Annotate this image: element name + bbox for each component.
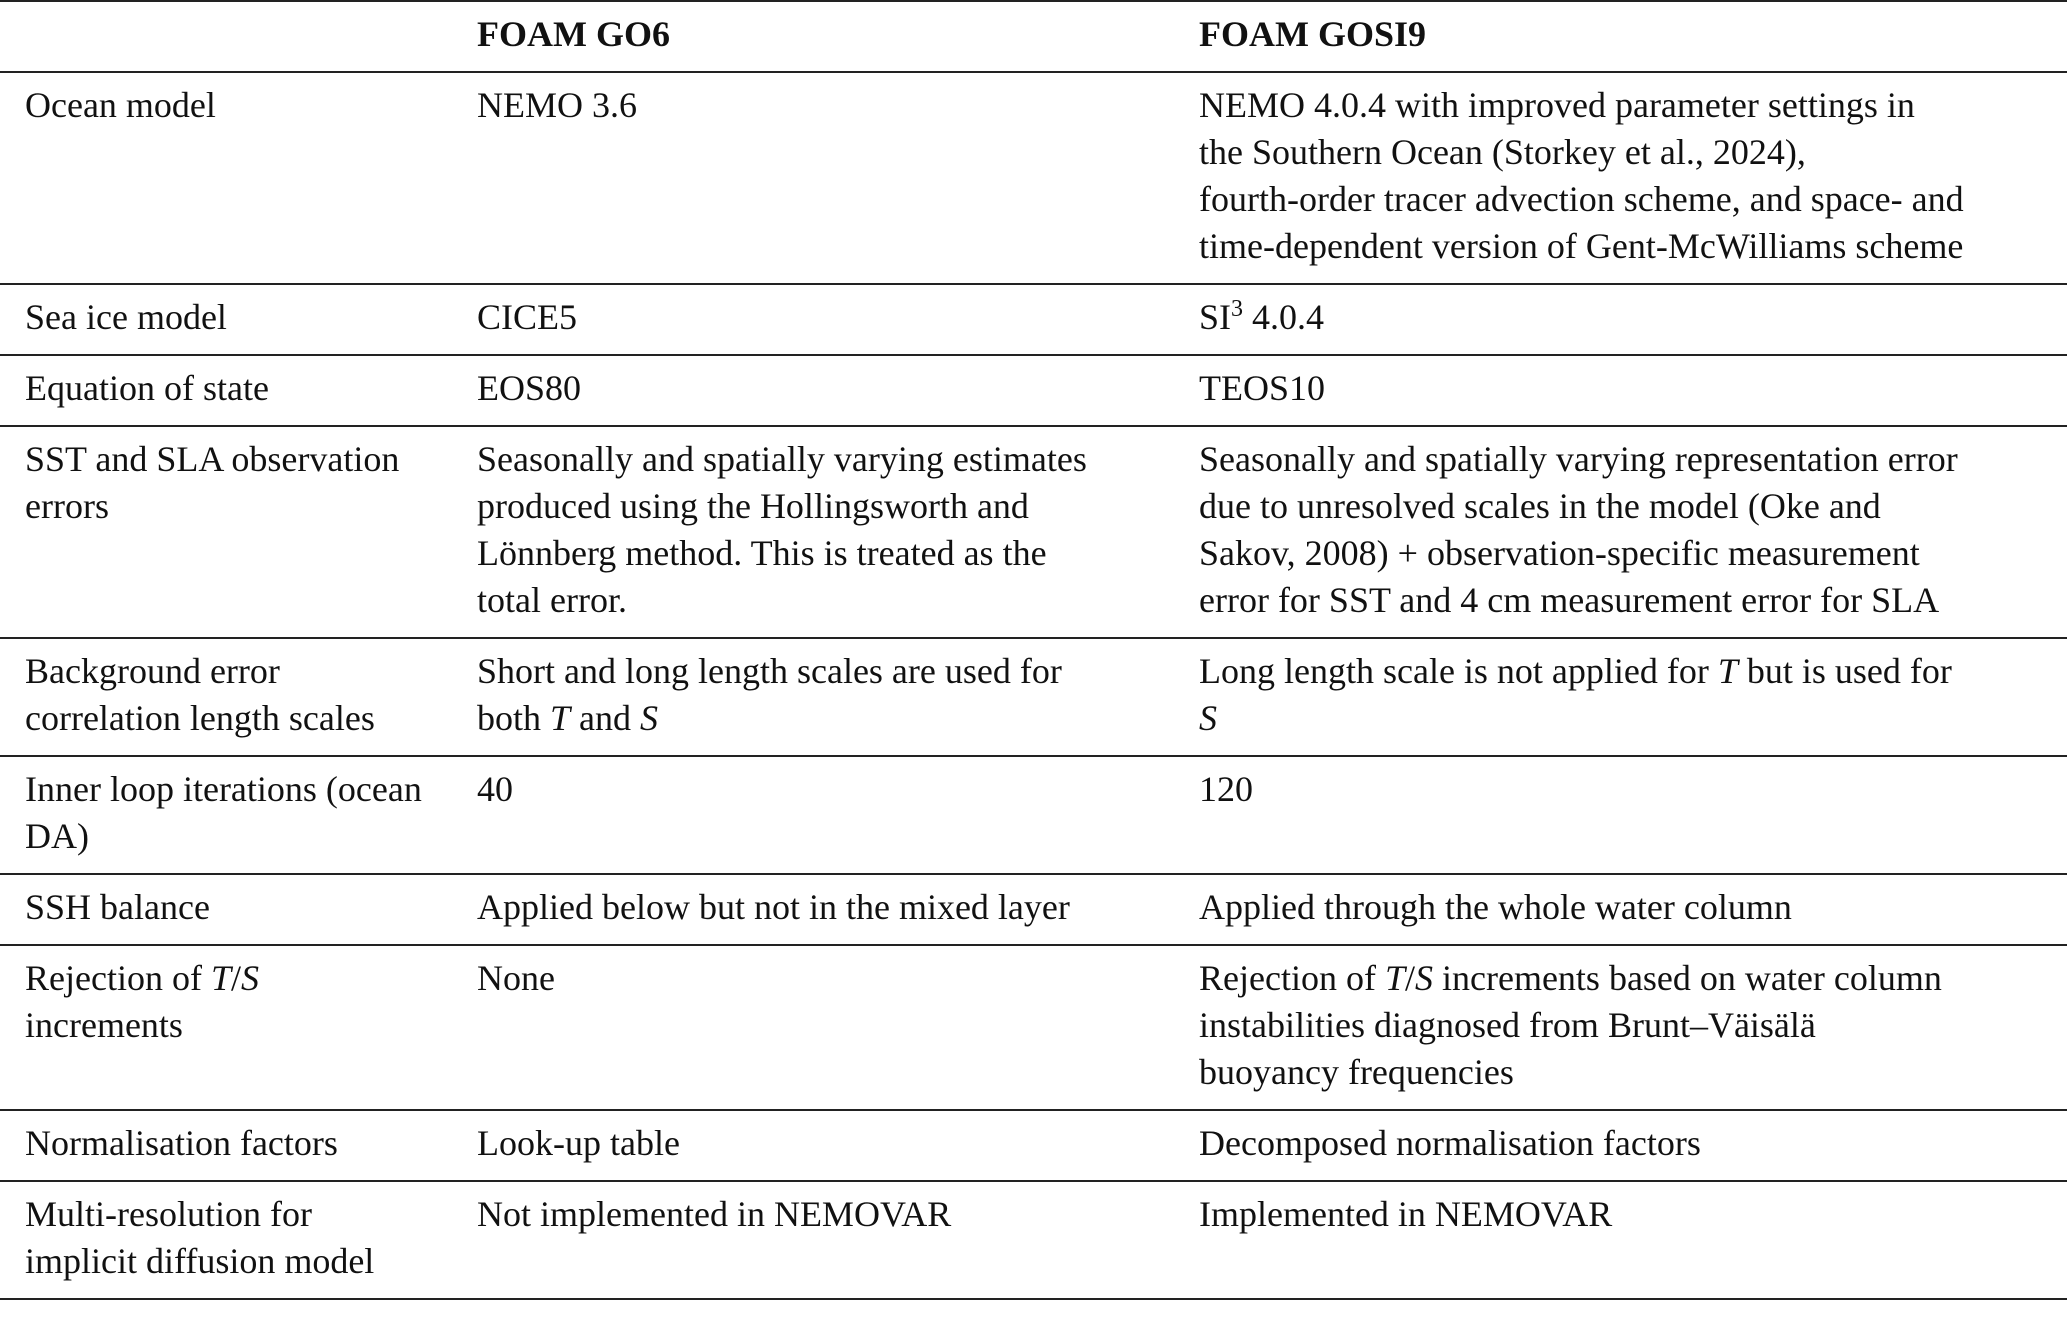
slash: / [1404,958,1415,998]
go6-line [477,695,1199,742]
go6-line: CICE5 [477,297,578,337]
gosi9-line: instabilities diagnosed from Brunt–Väisälä [1199,1005,1816,1045]
slash: / [230,958,241,998]
header-foam-gosi9: FOAM GOSI9 [1199,1,2067,72]
label-line [25,955,477,1002]
row-label [0,426,477,638]
text: Rejection of [25,958,211,998]
table-row-equation-of-state [0,355,2067,426]
table-row-ssh-balance [0,874,2067,945]
gosi9-cell [1199,355,2067,426]
var-t: T [1384,958,1405,998]
var-s: S [1199,698,1217,738]
go6-cell [477,1181,1199,1299]
row-label [0,756,477,874]
gosi9-line: due to unresolved scales in the model (Oke and [1199,486,1881,526]
gosi9-line [1199,294,2067,341]
gosi9-line: TEOS10 [1199,368,1325,408]
var-t: T [210,958,231,998]
row-label [0,1110,477,1181]
gosi9-cell [1199,1110,2067,1181]
row-label [0,355,477,426]
label-line: Sea ice model [25,297,227,337]
gosi9-line: NEMO 4.0.4 with improved parameter settings in [1199,85,1915,125]
label-line: implicit diffusion model [25,1241,375,1281]
go6-line: EOS80 [477,368,582,408]
var-t: T [1717,651,1738,691]
go6-line: NEMO 3.6 [477,85,637,125]
text: Rejection of [1199,958,1385,998]
label-line: errors [25,486,109,526]
text: increments based on water column [1433,958,1942,998]
go6-line: produced using the Hollingsworth and [477,486,1029,526]
go6-cell [477,72,1199,284]
var-t: T [550,698,571,738]
gosi9-cell [1199,1181,2067,1299]
label-line: increments [25,1005,183,1045]
row-label [0,1181,477,1299]
si-text: SI [1199,297,1232,337]
go6-line: Not implemented in NEMOVAR [477,1194,952,1234]
var-s: S [640,698,659,738]
gosi9-cell [1199,426,2067,638]
go6-cell [477,638,1199,756]
gosi9-line: error for SST and 4 cm measurement error for SLA [1199,580,1940,620]
table-row-rejection [0,945,2067,1110]
gosi9-cell [1199,945,2067,1110]
go6-line: Applied below but not in the mixed layer [477,887,1070,927]
table-row-normalisation [0,1110,2067,1181]
go6-cell [477,426,1199,638]
label-line: DA) [25,816,89,856]
var-s: S [1415,958,1433,998]
gosi9-line: Applied through the whole water column [1199,887,1792,927]
var-s: S [241,958,259,998]
go6-line: Seasonally and spatially varying estimates [477,439,1087,479]
gosi9-cell [1199,756,2067,874]
text: Long length scale is not applied for [1199,651,1718,691]
go6-line: Lönnberg method. This is treated as the [477,533,1047,573]
gosi9-line [1199,695,2067,742]
si-version: 4.0.4 [1243,297,1325,337]
table-header-row [0,1,2067,72]
label-line: SST and SLA observation [25,439,400,479]
gosi9-cell [1199,72,2067,284]
table-row-observation-errors [0,426,2067,638]
go6-cell [477,874,1199,945]
label-line: Ocean model [25,85,216,125]
gosi9-line [1199,955,2067,1002]
go6-cell [477,945,1199,1110]
text: and [570,698,641,738]
table-row-sea-ice-model [0,284,2067,355]
gosi9-line: fourth-order tracer advection scheme, and space- and [1199,179,1964,219]
label-line: correlation length scales [25,698,375,738]
table-row-inner-loop [0,756,2067,874]
go6-cell [477,756,1199,874]
row-label [0,638,477,756]
table-row-length-scales [0,638,2067,756]
label-line: Inner loop iterations (ocean [25,769,422,809]
gosi9-line: the Southern Ocean (Storkey et al., 2024), [1199,132,1806,172]
gosi9-line: time-dependent version of Gent-McWilliams scheme [1199,226,1964,266]
gosi9-cell [1199,284,2067,355]
gosi9-line: 120 [1199,769,1253,809]
row-label [0,945,477,1110]
row-label [0,874,477,945]
text: but is used for [1737,651,1952,691]
row-label [0,284,477,355]
go6-cell [477,1110,1199,1181]
gosi9-line: Sakov, 2008) + observation-specific measurement [1199,533,1920,573]
header-empty [0,1,477,72]
label-line: Normalisation factors [25,1123,338,1163]
label-line: Background error [25,651,280,691]
gosi9-line: Seasonally and spatially varying representation error [1199,439,1958,479]
go6-cell [477,284,1199,355]
go6-line: 40 [477,769,513,809]
gosi9-cell [1199,874,2067,945]
gosi9-line: Implemented in NEMOVAR [1199,1194,1613,1234]
text: both [477,698,551,738]
gosi9-line: buoyancy frequencies [1199,1052,1514,1092]
go6-cell [477,355,1199,426]
go6-line: total error. [477,580,627,620]
go6-line: Short and long length scales are used for [477,651,1062,691]
gosi9-cell [1199,638,2067,756]
row-label [0,72,477,284]
header-foam-go6: FOAM GO6 [477,1,1199,72]
table-row-ocean-model [0,72,2067,284]
label-line: Equation of state [25,368,269,408]
table-row-multi-resolution [0,1181,2067,1299]
label-line: Multi-resolution for [25,1194,312,1234]
si-superscript: 3 [1231,296,1244,322]
label-line: SSH balance [25,887,210,927]
go6-line: Look-up table [477,1123,680,1163]
go6-line: None [477,958,555,998]
gosi9-line: Decomposed normalisation factors [1199,1123,1701,1163]
gosi9-line [1199,648,2067,695]
